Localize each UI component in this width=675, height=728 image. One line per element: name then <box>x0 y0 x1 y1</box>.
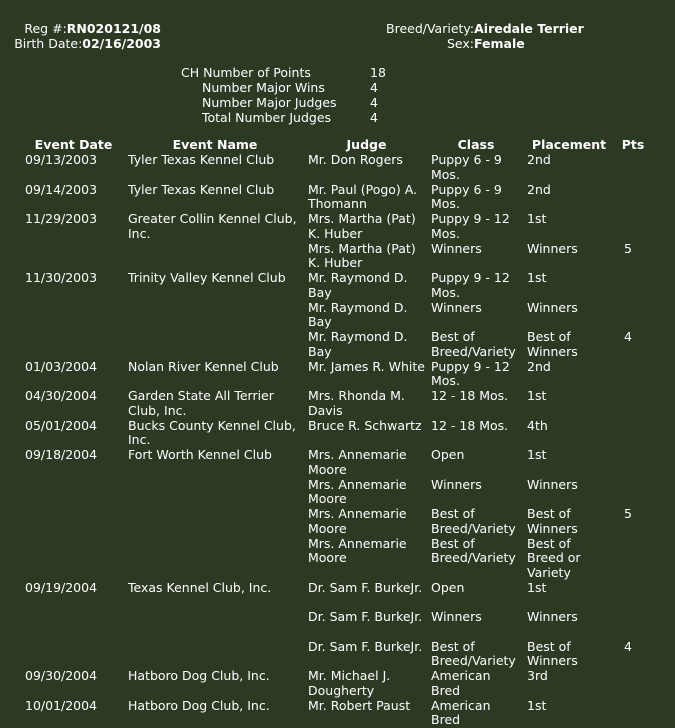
sex-label: Sex: <box>447 36 474 51</box>
cell-placement: 1st <box>524 212 614 242</box>
cell-event-date <box>22 610 125 640</box>
cell-event-date <box>22 242 125 272</box>
birth-date-value: 02/16/2003 <box>82 36 161 51</box>
cell-pts <box>614 699 652 728</box>
cell-event-date: 04/30/2004 <box>22 389 125 419</box>
cell-pts <box>614 360 652 390</box>
cell-judge: Mr. Raymond D. Bay <box>305 271 428 301</box>
events-table <box>22 137 652 728</box>
cell-pts <box>614 389 652 419</box>
cell-pts <box>614 610 652 640</box>
cell-pts <box>614 419 652 449</box>
cell-event-name: Hatboro Dog Club, Inc. <box>125 669 305 699</box>
cell-placement: 1st <box>524 699 614 728</box>
cell-class: 12 - 18 Mos. <box>428 389 524 419</box>
cell-event-name: Trinity Valley Kennel Club <box>125 271 305 301</box>
cell-event-name: Garden State All Terrier Club, Inc. <box>125 389 305 419</box>
cell-class: Winners <box>428 610 524 640</box>
table-row <box>22 301 652 331</box>
cell-placement: Winners <box>524 478 614 508</box>
cell-judge: Mr. Paul (Pogo) A. Thomann <box>305 183 428 213</box>
cell-class: Winners <box>428 301 524 331</box>
cell-event-name: Hatboro Dog Club, Inc. <box>125 699 305 728</box>
cell-placement: Winners <box>524 301 614 331</box>
table-row <box>22 389 652 419</box>
table-row <box>22 360 652 390</box>
cell-pts <box>614 581 652 611</box>
cell-class: Open <box>428 581 524 611</box>
cell-event-name <box>125 301 305 331</box>
sex-row <box>447 36 525 51</box>
cell-judge: Mr. Don Rogers <box>305 153 428 183</box>
cell-class: Puppy 9 - 12 Mos. <box>428 212 524 242</box>
col-header-judge: Judge <box>305 137 428 153</box>
cell-event-date: 11/29/2003 <box>22 212 125 242</box>
cell-judge: Mrs. Martha (Pat) K. Huber <box>305 242 428 272</box>
cell-class: Winners <box>428 478 524 508</box>
cell-judge: Mrs. Martha (Pat) K. Huber <box>305 212 428 242</box>
cell-event-date: 09/30/2004 <box>22 669 125 699</box>
cell-event-date: 10/01/2004 <box>22 699 125 728</box>
col-header-class: Class <box>428 137 524 153</box>
table-row <box>22 669 652 699</box>
cell-pts <box>614 537 652 581</box>
cell-event-date: 09/14/2003 <box>22 183 125 213</box>
cell-class: Best of Breed/Variety <box>428 640 524 670</box>
cell-placement: 1st <box>524 448 614 478</box>
cell-judge: Mrs. Annemarie Moore <box>305 478 428 508</box>
table-header-row <box>22 137 652 153</box>
table-row <box>22 581 652 611</box>
col-header-pts: Pts <box>614 137 652 153</box>
cell-placement: 2nd <box>524 183 614 213</box>
cell-event-name <box>125 242 305 272</box>
cell-placement: Best of Winners <box>524 507 614 537</box>
cell-placement: 3rd <box>524 669 614 699</box>
cell-judge: Dr. Sam F. BurkeJr. <box>305 581 428 611</box>
breed-value: Airedale Terrier <box>474 21 584 36</box>
stat-label: Total Number Judges <box>202 110 331 125</box>
cell-class: Open <box>428 448 524 478</box>
cell-event-name: Nolan River Kennel Club <box>125 360 305 390</box>
cell-placement: 1st <box>524 271 614 301</box>
stat-label: Number Major Wins <box>202 80 325 95</box>
cell-event-date: 09/18/2004 <box>22 448 125 478</box>
cell-class: American Bred <box>428 669 524 699</box>
cell-judge: Dr. Sam F. BurkeJr. <box>305 610 428 640</box>
table-row <box>22 212 652 242</box>
cell-event-name <box>125 537 305 581</box>
cell-judge: Bruce R. Schwartz <box>305 419 428 449</box>
reg-number-row <box>24 21 161 36</box>
reg-number-label: Reg #: <box>24 21 66 36</box>
cell-placement: Winners <box>524 610 614 640</box>
cell-event-date: 11/30/2003 <box>22 271 125 301</box>
cell-event-name <box>125 507 305 537</box>
cell-event-name <box>125 610 305 640</box>
cell-event-name: Texas Kennel Club, Inc. <box>125 581 305 611</box>
reg-number-value: RN020121/08 <box>67 21 161 36</box>
cell-class: Best of Breed/Variety <box>428 537 524 581</box>
cell-event-date <box>22 507 125 537</box>
cell-judge: Mr. Raymond D. Bay <box>305 301 428 331</box>
cell-event-name: Tyler Texas Kennel Club <box>125 153 305 183</box>
cell-event-name: Tyler Texas Kennel Club <box>125 183 305 213</box>
cell-pts <box>614 301 652 331</box>
col-header-event-date: Event Date <box>22 137 125 153</box>
cell-event-date: 09/13/2003 <box>22 153 125 183</box>
cell-event-name: Bucks County Kennel Club, Inc. <box>125 419 305 449</box>
cell-judge: Mrs. Annemarie Moore <box>305 537 428 581</box>
cell-event-date <box>22 478 125 508</box>
cell-pts <box>614 448 652 478</box>
cell-placement: Best of Winners <box>524 330 614 360</box>
stat-label: Number Major Judges <box>202 95 337 110</box>
cell-judge: Mr. James R. White <box>305 360 428 390</box>
cell-judge: Dr. Sam F. BurkeJr. <box>305 640 428 670</box>
cell-pts <box>614 478 652 508</box>
cell-judge: Mr. Michael J. Dougherty <box>305 669 428 699</box>
cell-pts: 4 <box>614 330 652 360</box>
cell-event-name <box>125 478 305 508</box>
cell-pts <box>614 183 652 213</box>
cell-placement: Best of Breed or Variety <box>524 537 614 581</box>
table-row <box>22 330 652 360</box>
cell-placement: 1st <box>524 389 614 419</box>
table-row <box>22 478 652 508</box>
birth-date-row <box>14 36 161 51</box>
stat-label: CH Number of Points <box>181 65 311 80</box>
col-header-placement: Placement <box>524 137 614 153</box>
cell-event-name: Greater Collin Kennel Club, Inc. <box>125 212 305 242</box>
breed-label: Breed/Variety: <box>386 21 474 36</box>
cell-event-date <box>22 537 125 581</box>
table-row <box>22 271 652 301</box>
table-row <box>22 640 652 670</box>
table-row <box>22 183 652 213</box>
col-header-event-name: Event Name <box>125 137 305 153</box>
birth-date-label: Birth Date: <box>14 36 82 51</box>
table-row <box>22 699 652 728</box>
table-row <box>22 242 652 272</box>
table-row <box>22 537 652 581</box>
cell-event-date <box>22 640 125 670</box>
stat-value: 4 <box>370 80 378 95</box>
stat-value: 4 <box>370 110 378 125</box>
cell-pts: 4 <box>614 640 652 670</box>
cell-class: Winners <box>428 242 524 272</box>
cell-placement: 2nd <box>524 153 614 183</box>
cell-placement: Winners <box>524 242 614 272</box>
breed-row <box>386 21 584 36</box>
cell-event-name: Fort Worth Kennel Club <box>125 448 305 478</box>
cell-judge: Mr. Robert Paust <box>305 699 428 728</box>
table-body <box>22 153 652 728</box>
cell-pts <box>614 153 652 183</box>
cell-placement: 1st <box>524 581 614 611</box>
cell-pts <box>614 669 652 699</box>
cell-class: Best of Breed/Variety <box>428 507 524 537</box>
cell-class: Puppy 6 - 9 Mos. <box>428 153 524 183</box>
stat-value: 18 <box>370 65 386 80</box>
cell-event-date <box>22 301 125 331</box>
table-row <box>22 610 652 640</box>
cell-event-date: 01/03/2004 <box>22 360 125 390</box>
cell-class: Best of Breed/Variety <box>428 330 524 360</box>
cell-class: 12 - 18 Mos. <box>428 419 524 449</box>
cell-event-date: 05/01/2004 <box>22 419 125 449</box>
cell-pts: 5 <box>614 507 652 537</box>
cell-judge: Mrs. Rhonda M. Davis <box>305 389 428 419</box>
cell-placement: Best of Winners <box>524 640 614 670</box>
cell-placement: 2nd <box>524 360 614 390</box>
cell-event-name <box>125 330 305 360</box>
table-row <box>22 448 652 478</box>
cell-event-date: 09/19/2004 <box>22 581 125 611</box>
cell-class: Puppy 6 - 9 Mos. <box>428 183 524 213</box>
sex-value: Female <box>474 36 525 51</box>
cell-class: Puppy 9 - 12 Mos. <box>428 360 524 390</box>
cell-placement: 4th <box>524 419 614 449</box>
cell-class: Puppy 9 - 12 Mos. <box>428 271 524 301</box>
cell-event-date <box>22 330 125 360</box>
cell-judge: Mrs. Annemarie Moore <box>305 507 428 537</box>
cell-pts <box>614 271 652 301</box>
cell-pts <box>614 212 652 242</box>
table-row <box>22 419 652 449</box>
stat-value: 4 <box>370 95 378 110</box>
cell-judge: Mrs. Annemarie Moore <box>305 448 428 478</box>
cell-class: American Bred <box>428 699 524 728</box>
cell-judge: Mr. Raymond D. Bay <box>305 330 428 360</box>
table-row <box>22 153 652 183</box>
cell-pts: 5 <box>614 242 652 272</box>
table-row <box>22 507 652 537</box>
cell-event-name <box>125 640 305 670</box>
